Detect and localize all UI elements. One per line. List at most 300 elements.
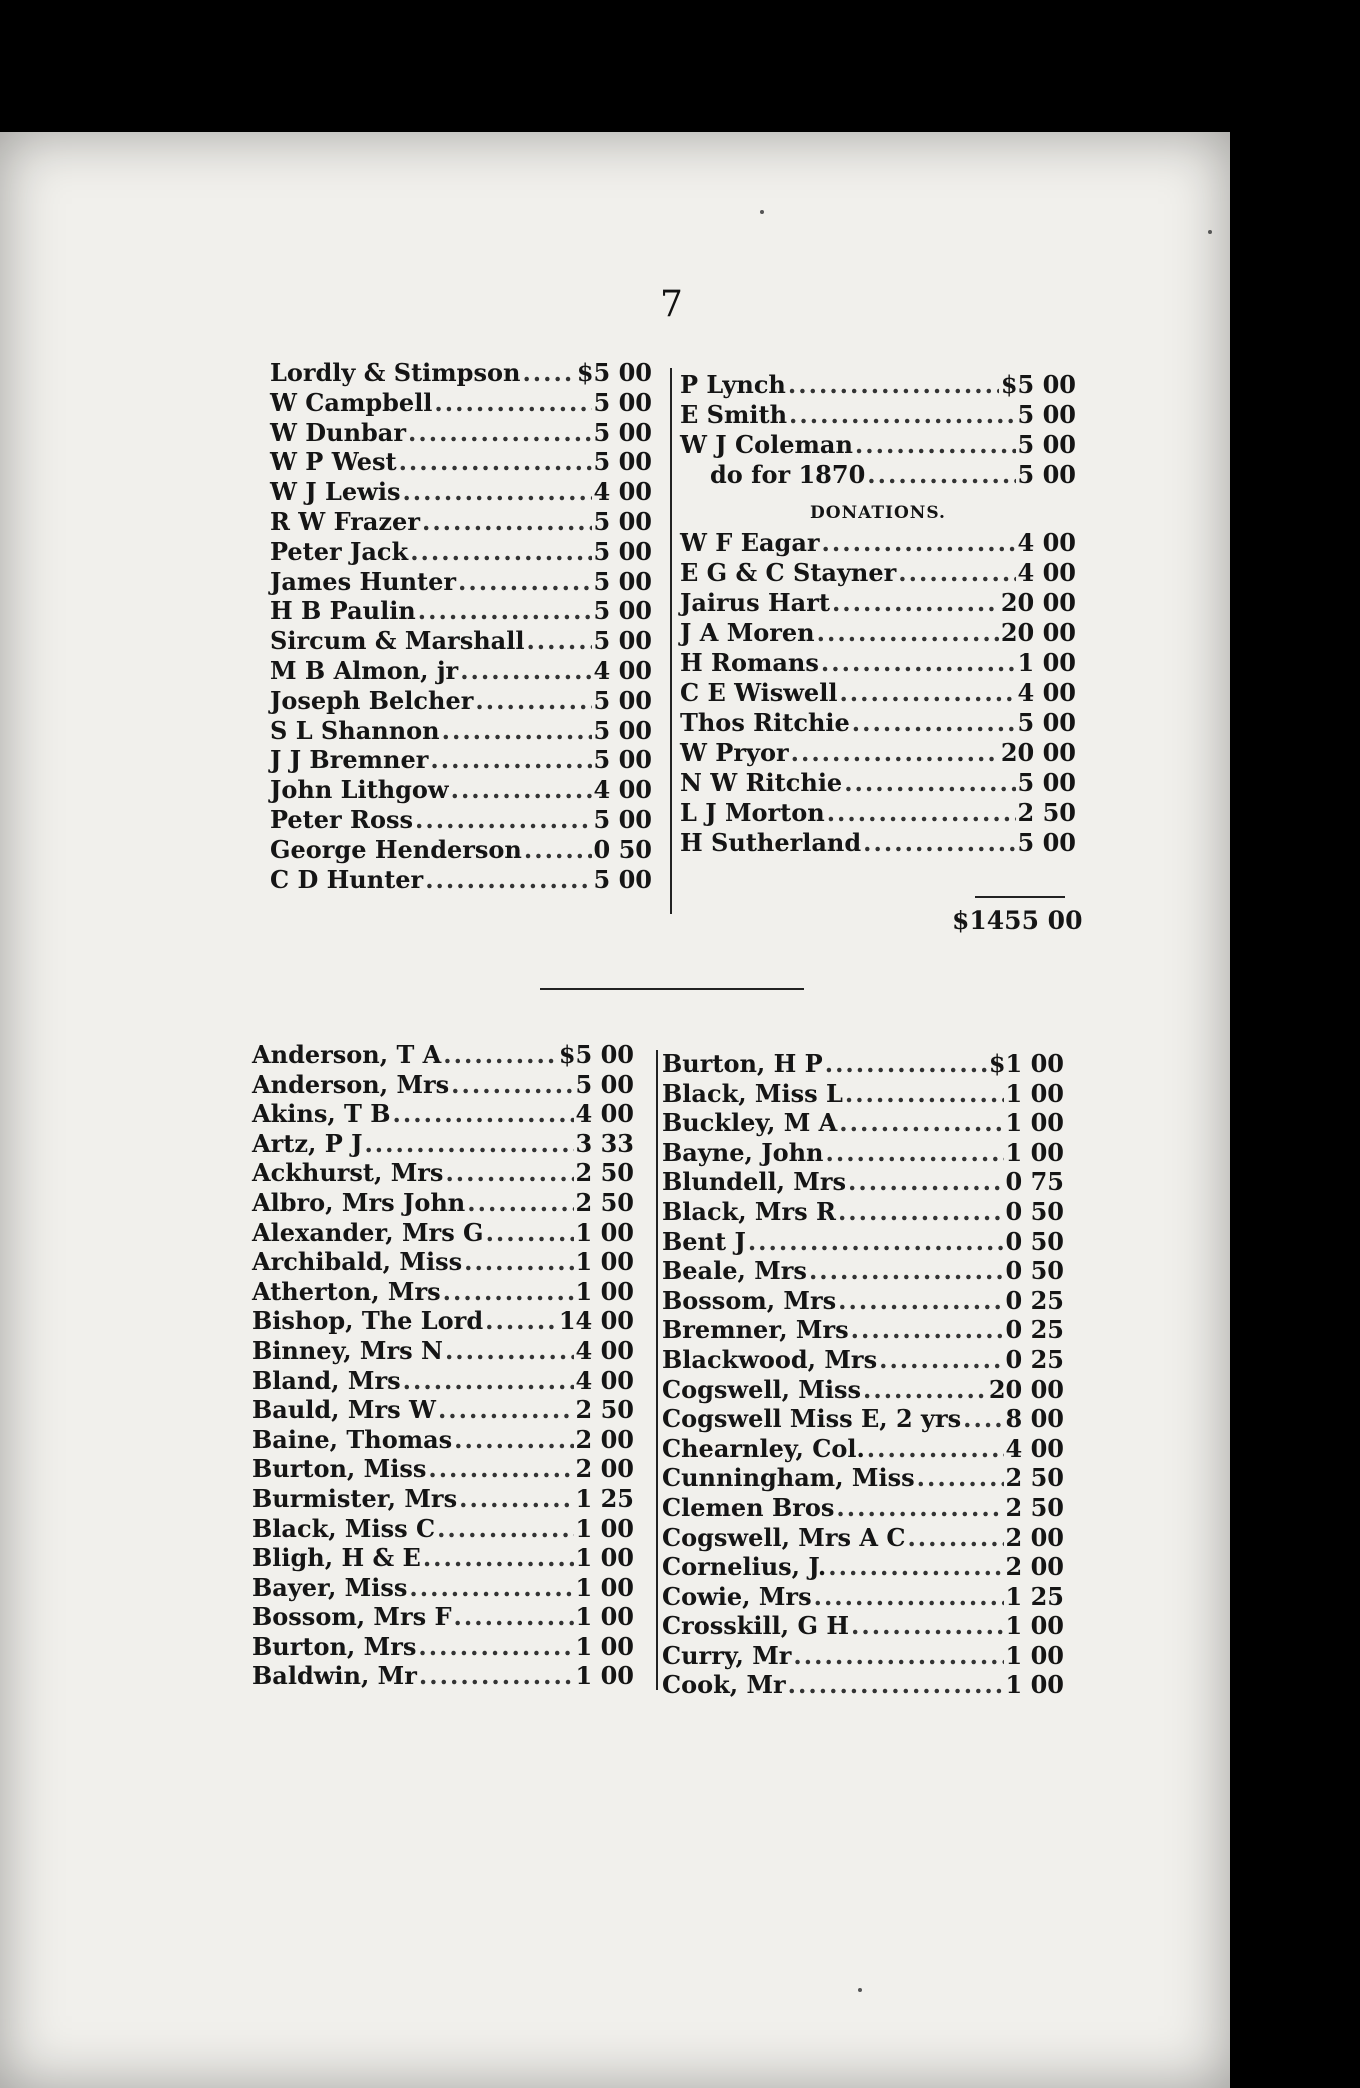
entry-amount: 0 25	[1005, 1344, 1064, 1374]
entry-amount: 5 00	[593, 626, 652, 656]
scan-speck	[858, 1988, 862, 1992]
list-item	[270, 686, 652, 716]
list-item	[270, 805, 652, 835]
dot-leader	[838, 1197, 1004, 1227]
list-item	[662, 1167, 1064, 1197]
entry-amount: 5 00	[1017, 708, 1076, 737]
entry-name: Sircum & Marshall	[270, 626, 525, 656]
list-item	[252, 1661, 634, 1691]
entry-amount: 1 00	[575, 1513, 634, 1543]
dot-leader	[825, 1138, 1003, 1168]
entry-name: do for 1870	[710, 460, 866, 489]
dot-leader	[817, 618, 999, 648]
dot-leader	[963, 1404, 1003, 1434]
dot-leader	[789, 400, 1016, 430]
entry-name: Burton, Mrs	[252, 1631, 417, 1661]
entry-name: Black, Miss L	[662, 1078, 843, 1108]
entry-amount: 5 00	[593, 804, 652, 834]
list-item	[252, 1395, 634, 1425]
list-item	[680, 588, 1076, 618]
scan-speck	[1208, 230, 1212, 234]
entry-name: Archibald, Miss	[252, 1247, 463, 1277]
entry-amount: 20 00	[1000, 738, 1076, 767]
entry-name: Bossom, Mrs	[662, 1285, 837, 1315]
bottom-column-divider	[656, 1050, 658, 1690]
entry-name: W F Eagar	[680, 528, 820, 557]
entry-amount: 1 00	[1017, 648, 1076, 677]
entry-amount: 2 50	[575, 1395, 634, 1425]
entry-amount: 5 00	[593, 864, 652, 894]
list-item	[252, 1425, 634, 1455]
entry-name: W P West	[270, 447, 397, 477]
dot-leader	[454, 1425, 573, 1455]
entry-amount: $5 00	[576, 358, 652, 387]
entry-amount: 1 00	[575, 1631, 634, 1661]
entry-amount: 5 00	[593, 447, 652, 477]
entry-name: S L Shannon	[270, 715, 440, 745]
entry-name: Bayer, Miss	[252, 1572, 408, 1602]
entry-amount: 1 00	[1005, 1108, 1064, 1138]
entry-amount: 4 00	[593, 655, 652, 685]
dot-leader	[827, 798, 1016, 828]
entry-name: W J Coleman	[680, 430, 853, 459]
entry-name: Chearnley, Col.	[662, 1433, 865, 1463]
total-rule	[975, 896, 1065, 898]
dot-leader	[464, 1247, 573, 1277]
entry-amount: 20 00	[988, 1374, 1064, 1404]
entry-name: Peter Ross	[270, 804, 414, 834]
entry-amount: 5 00	[593, 685, 652, 715]
entry-amount: 0 25	[1005, 1285, 1064, 1315]
entry-amount: 4 00	[1005, 1433, 1064, 1463]
entry-name: Crosskill, G H	[662, 1611, 849, 1641]
entry-amount: 1 00	[1005, 1078, 1064, 1108]
subscriber-list-top-left	[270, 358, 652, 894]
entry-amount: 5 00	[593, 506, 652, 536]
dot-leader	[430, 745, 591, 775]
entry-amount: 4 00	[575, 1335, 634, 1365]
dot-leader	[832, 588, 999, 618]
entry-amount: 5 00	[593, 536, 652, 566]
dot-leader	[425, 865, 591, 895]
top-column-divider	[670, 368, 672, 914]
entry-name: N W Ritchie	[680, 768, 843, 797]
dot-leader	[443, 1277, 574, 1307]
list-item	[252, 1484, 634, 1514]
list-item	[662, 1641, 1064, 1671]
entry-name: M B Almon, jr	[270, 655, 459, 685]
entry-name: Anderson, Mrs	[252, 1069, 450, 1099]
entry-name: W Campbell	[270, 387, 433, 417]
list-item	[680, 828, 1076, 858]
list-item	[252, 1277, 634, 1307]
entry-name: J A Moren	[680, 618, 815, 647]
list-item	[252, 1247, 634, 1277]
list-item	[252, 1454, 634, 1484]
dot-leader	[437, 1514, 573, 1544]
dot-leader	[845, 1079, 1004, 1109]
entry-amount: 20 00	[1000, 588, 1076, 617]
entry-amount: 0 75	[1005, 1167, 1064, 1197]
subscriber-list-top-right	[680, 370, 1076, 858]
list-item	[662, 1552, 1064, 1582]
entry-amount: 2 00	[575, 1454, 634, 1484]
entry-name: Lordly & Stimpson	[270, 358, 521, 387]
entry-name: C D Hunter	[270, 864, 424, 894]
entry-name: Cogswell, Miss	[662, 1374, 861, 1404]
entry-name: Black, Miss C	[252, 1513, 436, 1543]
dot-leader	[863, 1375, 987, 1405]
entry-name: Bauld, Mrs W	[252, 1395, 436, 1425]
entry-amount: 0 50	[1005, 1256, 1064, 1286]
entry-amount: 8 00	[1005, 1404, 1064, 1434]
entry-amount: 4 00	[1017, 678, 1076, 707]
dot-leader	[393, 1099, 574, 1129]
entry-amount: 4 00	[593, 775, 652, 805]
entry-amount: $5 00	[1000, 370, 1076, 399]
dot-leader	[839, 678, 1015, 708]
entry-amount: 0 50	[1005, 1226, 1064, 1256]
entry-name: Anderson, T A	[252, 1040, 442, 1069]
dot-leader	[898, 558, 1015, 588]
dot-leader	[748, 1227, 1004, 1257]
dot-leader	[907, 1523, 1003, 1553]
list-item	[252, 1602, 634, 1632]
entry-name: Black, Mrs R	[662, 1196, 836, 1226]
entry-name: Bishop, The Lord	[252, 1306, 484, 1336]
list-item	[662, 1582, 1064, 1612]
dot-leader	[836, 1493, 1003, 1523]
entry-amount: 5 00	[1017, 768, 1076, 797]
list-item	[252, 1218, 634, 1248]
entry-amount: 2 50	[1017, 798, 1076, 827]
entry-amount: 1 25	[575, 1483, 634, 1513]
entry-name: Burton, Miss	[252, 1454, 427, 1484]
list-item	[662, 1523, 1064, 1553]
entry-amount: 1 00	[575, 1661, 634, 1691]
entry-amount: 1 00	[1005, 1137, 1064, 1167]
entry-amount: 0 25	[1005, 1315, 1064, 1345]
entry-amount: 1 25	[1005, 1581, 1064, 1611]
list-item	[662, 1611, 1064, 1641]
entry-amount: 1 00	[575, 1602, 634, 1632]
dot-leader	[822, 528, 1016, 558]
entry-name: Ackhurst, Mrs	[252, 1158, 444, 1188]
total-amount: $1455 00	[952, 906, 1083, 935]
list-item	[270, 537, 652, 567]
list-item	[662, 1434, 1064, 1464]
dot-leader	[825, 1049, 987, 1079]
entry-name: P Lynch	[680, 370, 786, 399]
entry-amount: 5 00	[593, 745, 652, 775]
entry-name: Cowie, Mrs	[662, 1581, 812, 1611]
entry-name: Beale, Mrs	[662, 1256, 807, 1286]
entry-amount: 2 50	[1005, 1463, 1064, 1493]
list-item	[680, 430, 1076, 460]
list-item	[680, 460, 1076, 490]
dot-leader	[410, 537, 591, 567]
entry-amount: 1 00	[575, 1217, 634, 1247]
entry-amount: 4 00	[593, 477, 652, 507]
entry-name: C E Wiswell	[680, 678, 838, 707]
subscriber-list-bottom-left	[252, 1040, 634, 1691]
list-item	[252, 1514, 634, 1544]
dot-leader	[867, 1434, 1004, 1464]
list-item	[680, 798, 1076, 828]
entry-name: Albro, Mrs John	[252, 1187, 466, 1217]
dot-leader	[814, 1582, 1004, 1612]
dot-leader	[408, 418, 592, 448]
list-item	[680, 558, 1076, 588]
dot-leader	[445, 1158, 573, 1188]
list-item	[680, 618, 1076, 648]
list-item	[270, 567, 652, 597]
dot-leader	[793, 1641, 1003, 1671]
list-item	[662, 1404, 1064, 1434]
list-item	[680, 370, 1076, 400]
dot-leader	[917, 1463, 1004, 1493]
entry-amount: 4 00	[1017, 528, 1076, 557]
entry-amount: 5 00	[593, 417, 652, 447]
dot-leader	[863, 828, 1015, 858]
entry-amount: 4 00	[1017, 558, 1076, 587]
dot-leader	[848, 1167, 1004, 1197]
entry-amount: 1 00	[575, 1276, 634, 1306]
list-item	[270, 418, 652, 448]
list-item	[270, 745, 652, 775]
entry-amount: 5 00	[575, 1069, 634, 1099]
dot-leader	[851, 1611, 1004, 1641]
dot-leader	[443, 1040, 557, 1070]
list-item	[662, 1345, 1064, 1375]
dot-leader	[524, 835, 592, 865]
list-item	[252, 1099, 634, 1129]
dot-leader	[855, 430, 1016, 460]
entry-name: E G & C Stayner	[680, 558, 897, 587]
entry-name: Atherton, Mrs	[252, 1276, 441, 1306]
dot-leader	[454, 1602, 574, 1632]
entry-name: L J Morton	[680, 798, 825, 827]
dot-leader	[851, 1315, 1004, 1345]
list-item	[252, 1573, 634, 1603]
list-item	[270, 477, 652, 507]
dot-leader	[809, 1256, 1004, 1286]
list-item	[252, 1543, 634, 1573]
dot-leader	[403, 1366, 574, 1396]
entry-amount: 5 00	[593, 715, 652, 745]
entry-name: H Romans	[680, 648, 819, 677]
entry-amount: 5 00	[1017, 828, 1076, 857]
entry-name: Bremner, Mrs	[662, 1315, 849, 1345]
entry-name: Curry, Mr	[662, 1640, 792, 1670]
donations-list	[680, 528, 1076, 858]
entry-amount: 5 00	[1017, 460, 1076, 489]
list-item	[270, 835, 652, 865]
list-item	[662, 1138, 1064, 1168]
entry-amount: 20 00	[1000, 618, 1076, 647]
list-item	[662, 1227, 1064, 1257]
dot-leader	[867, 460, 1015, 490]
entry-amount: 5 00	[1017, 400, 1076, 429]
entry-name: W Dunbar	[270, 417, 406, 447]
dot-leader	[788, 370, 999, 400]
dot-leader	[467, 1188, 573, 1218]
dot-leader	[415, 805, 592, 835]
entry-amount: 5 00	[593, 596, 652, 626]
entry-amount: 1 00	[575, 1572, 634, 1602]
dot-leader	[486, 1218, 574, 1248]
list-item	[662, 1286, 1064, 1316]
list-item	[270, 865, 652, 895]
entry-amount: $1 00	[988, 1049, 1064, 1078]
dot-leader	[423, 1543, 574, 1573]
entry-amount: 1 00	[1005, 1640, 1064, 1670]
list-item	[680, 768, 1076, 798]
subscriber-list-bottom-right	[662, 1049, 1064, 1700]
list-item	[252, 1129, 634, 1159]
list-item	[270, 656, 652, 686]
entry-name: Thos Ritchie	[680, 708, 850, 737]
entry-amount: 1 00	[575, 1247, 634, 1277]
entry-name: Baine, Thomas	[252, 1424, 453, 1454]
entry-name: Blundell, Mrs	[662, 1167, 847, 1197]
entry-name: Baldwin, Mr	[252, 1661, 417, 1691]
dot-leader	[442, 716, 592, 746]
entry-amount: 4 00	[575, 1365, 634, 1395]
entry-name: Peter Jack	[270, 536, 409, 566]
dot-leader	[438, 1395, 574, 1425]
section-separator	[540, 988, 804, 990]
dot-leader	[791, 738, 999, 768]
list-item	[252, 1632, 634, 1662]
entry-name: Jairus Hart	[680, 588, 830, 617]
entry-name: Bligh, H & E	[252, 1543, 421, 1573]
dot-leader	[445, 1336, 574, 1366]
entry-name: Binney, Mrs N	[252, 1335, 443, 1365]
dot-leader	[839, 1108, 1003, 1138]
list-item	[252, 1366, 634, 1396]
entry-name: Akins, T B	[252, 1099, 391, 1129]
list-item	[252, 1158, 634, 1188]
dot-leader	[460, 656, 591, 686]
dot-leader	[399, 447, 592, 477]
entry-name: Bent J	[662, 1226, 746, 1256]
dot-leader	[458, 567, 592, 597]
entry-name: Cunningham, Miss	[662, 1463, 915, 1493]
entry-name: Cook, Mr	[662, 1670, 786, 1700]
entry-name: Burton, H P	[662, 1049, 823, 1078]
entry-name: Buckley, M A	[662, 1108, 838, 1138]
list-item	[680, 528, 1076, 558]
dot-leader	[852, 708, 1016, 738]
entry-name: Cogswell Miss E, 2 yrs	[662, 1404, 962, 1434]
dot-leader	[451, 775, 592, 805]
entry-amount: 1 00	[1005, 1670, 1064, 1700]
entry-amount: 2 00	[1005, 1552, 1064, 1582]
entry-amount: 2 50	[575, 1187, 634, 1217]
entry-name: J J Bremner	[270, 745, 429, 775]
entry-amount: 1 00	[575, 1543, 634, 1573]
top-right-rows	[680, 370, 1076, 490]
list-item	[270, 388, 652, 418]
dot-leader	[838, 1286, 1003, 1316]
entry-name: James Hunter	[270, 566, 457, 596]
entry-name: Artz, P J	[252, 1128, 363, 1158]
dot-leader	[418, 1632, 573, 1662]
dot-leader	[364, 1129, 573, 1159]
entry-name: Bland, Mrs	[252, 1365, 401, 1395]
list-item	[662, 1315, 1064, 1345]
list-item	[680, 648, 1076, 678]
entry-amount: 5 00	[593, 387, 652, 417]
dot-leader	[451, 1070, 573, 1100]
entry-name: H B Paulin	[270, 596, 416, 626]
entry-name: Cogswell, Mrs A C	[662, 1522, 906, 1552]
list-item	[252, 1070, 634, 1100]
dot-leader	[419, 1661, 574, 1691]
dot-leader	[788, 1670, 1004, 1700]
entry-amount: 0 50	[593, 834, 652, 864]
scan-speck	[760, 210, 764, 214]
list-item	[252, 1040, 634, 1070]
list-item	[270, 507, 652, 537]
entry-amount: 2 00	[1005, 1522, 1064, 1552]
list-item	[270, 596, 652, 626]
entry-amount: 3 33	[575, 1128, 634, 1158]
entry-name: Cornelius, J.	[662, 1552, 827, 1582]
entry-amount: 0 50	[1005, 1196, 1064, 1226]
dot-leader	[402, 477, 591, 507]
list-item	[662, 1079, 1064, 1109]
list-item	[252, 1336, 634, 1366]
list-item	[662, 1375, 1064, 1405]
entry-name: E Smith	[680, 400, 788, 429]
entry-name: W J Lewis	[270, 477, 401, 507]
list-item	[270, 447, 652, 477]
entry-name: Bossom, Mrs F	[252, 1602, 452, 1632]
list-item	[680, 708, 1076, 738]
dot-leader	[475, 686, 591, 716]
list-item	[270, 716, 652, 746]
entry-amount: 2 00	[575, 1424, 634, 1454]
list-item	[680, 400, 1076, 430]
entry-amount: 2 50	[1005, 1492, 1064, 1522]
list-item	[662, 1197, 1064, 1227]
dot-leader	[844, 768, 1015, 798]
dot-leader	[422, 507, 592, 537]
dot-leader	[485, 1306, 557, 1336]
dot-leader	[828, 1552, 1003, 1582]
list-item	[680, 738, 1076, 768]
list-item	[270, 775, 652, 805]
donations-heading: DONATIONS.	[810, 503, 946, 523]
entry-amount: 5 00	[1017, 430, 1076, 459]
dot-leader	[434, 388, 591, 418]
entry-name: R W Frazer	[270, 506, 420, 536]
entry-name: H Sutherland	[680, 828, 862, 857]
dot-leader	[418, 596, 592, 626]
list-item	[662, 1463, 1064, 1493]
entry-name: Joseph Belcher	[270, 685, 474, 715]
entry-name: Blackwood, Mrs	[662, 1344, 878, 1374]
list-item	[662, 1049, 1064, 1079]
entry-name: Burmister, Mrs	[252, 1483, 458, 1513]
list-item	[270, 358, 652, 388]
list-item	[252, 1306, 634, 1336]
dot-leader	[459, 1484, 573, 1514]
entry-amount: $5 00	[558, 1040, 634, 1069]
dot-leader	[522, 358, 574, 388]
